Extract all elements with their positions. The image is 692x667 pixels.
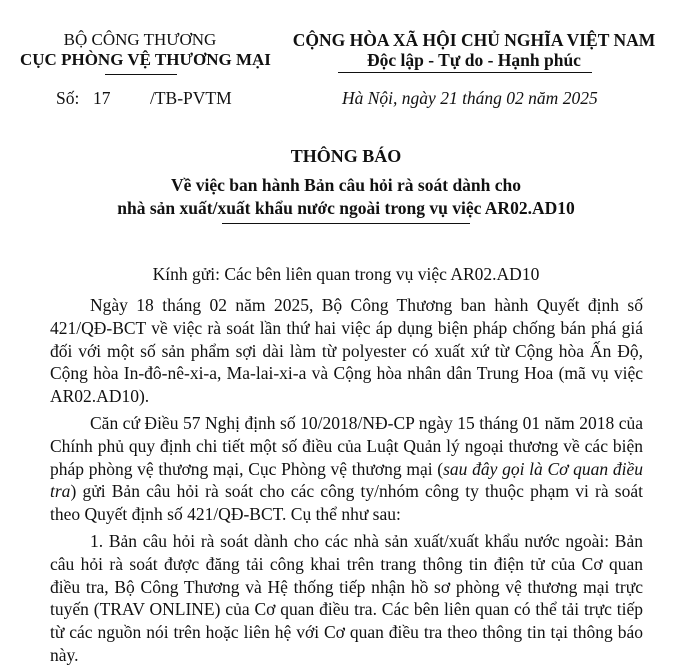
agency-name: CỤC PHÒNG VỆ THƯƠNG MẠI (20, 50, 271, 69)
paragraph-legal-basis-text-1: Căn cứ Điều 57 Nghị định số 10/2018/NĐ-CP ngày 15 tháng 01 năm 2018 của Chính phủ quy định chi tiết một số điều của Luật Quản lý ngoại thương về các biện pháp phòng vệ thương mại, Cục Phòng vệ thương mại ( (50, 413, 643, 479)
doc-number-suffix: /TB-PVTM (150, 88, 232, 108)
doc-subtitle-line1: Về việc ban hành Bản câu hỏi rà soát dành cho (170, 175, 522, 195)
left-header-underline (105, 74, 177, 75)
paragraph-questionnaire: 1. Bản câu hỏi rà soát dành cho các nhà sản xuất/xuất khẩu nước ngoài: Bản câu hỏi rà soát được đăng tải công khai trên trang thông tin điện tử của Cơ quan điều tra, Bộ Công Thương và Hệ thống tiếp nhận hồ sơ phòng vệ thương mại trực tuyến (TRAV ONLINE) của Cơ quan điều tra. Các bên liên quan có thể tải trực tiếp từ các nguồn nói trên hoặc liên hệ với Cơ quan điều tra theo thông tin tại thông báo này. (50, 531, 643, 665)
ministry-name: BỘ CÔNG THƯƠNG (63, 30, 217, 49)
doc-title: THÔNG BÁO (290, 146, 402, 166)
paragraph-legal-basis-text-2: ) gửi Bản câu hỏi rà soát cho các công ty/nhóm công ty thuộc phạm vi rà soát theo Quyết định số 421/QĐ-BCT. Cụ thể như sau: (50, 481, 643, 525)
paragraph-legal-basis (50, 412, 643, 526)
place-and-date: Hà Nội, ngày 21 tháng 02 năm 2025 (342, 88, 598, 108)
country-name: CỘNG HÒA XÃ HỘI CHỦ NGHĨA VIỆT NAM (292, 30, 656, 50)
doc-number: 17 (93, 88, 111, 108)
doc-number-label: Số: (56, 88, 80, 108)
motto-underline (338, 72, 592, 73)
paragraph-decision: Ngày 18 tháng 02 năm 2025, Bộ Công Thương ban hành Quyết định số 421/QĐ-BCT về việc rà soát lần thứ hai việc áp dụng biện pháp chống bán phá giá đối với một số sản phẩm sợi dài làm từ polyester có xuất xứ từ Cộng hòa Ấn Độ, Cộng hòa In-đô-nê-xi-a, Ma-lai-xi-a và Cộng hòa nhân dân Trung Hoa (mã vụ việc AR02.AD10). (50, 295, 643, 407)
title-underline (222, 223, 470, 224)
national-motto: Độc lập - Tự do - Hạnh phúc (367, 50, 581, 70)
paragraph-legal-basis-italic: sau đây gọi là Cơ quan điều tra (50, 458, 643, 502)
greeting: Kính gửi: Các bên liên quan trong vụ việc AR02.AD10 (152, 264, 540, 284)
doc-subtitle-line2: nhà sản xuất/xuất khẩu nước ngoài trong vụ việc AR02.AD10 (117, 198, 575, 218)
